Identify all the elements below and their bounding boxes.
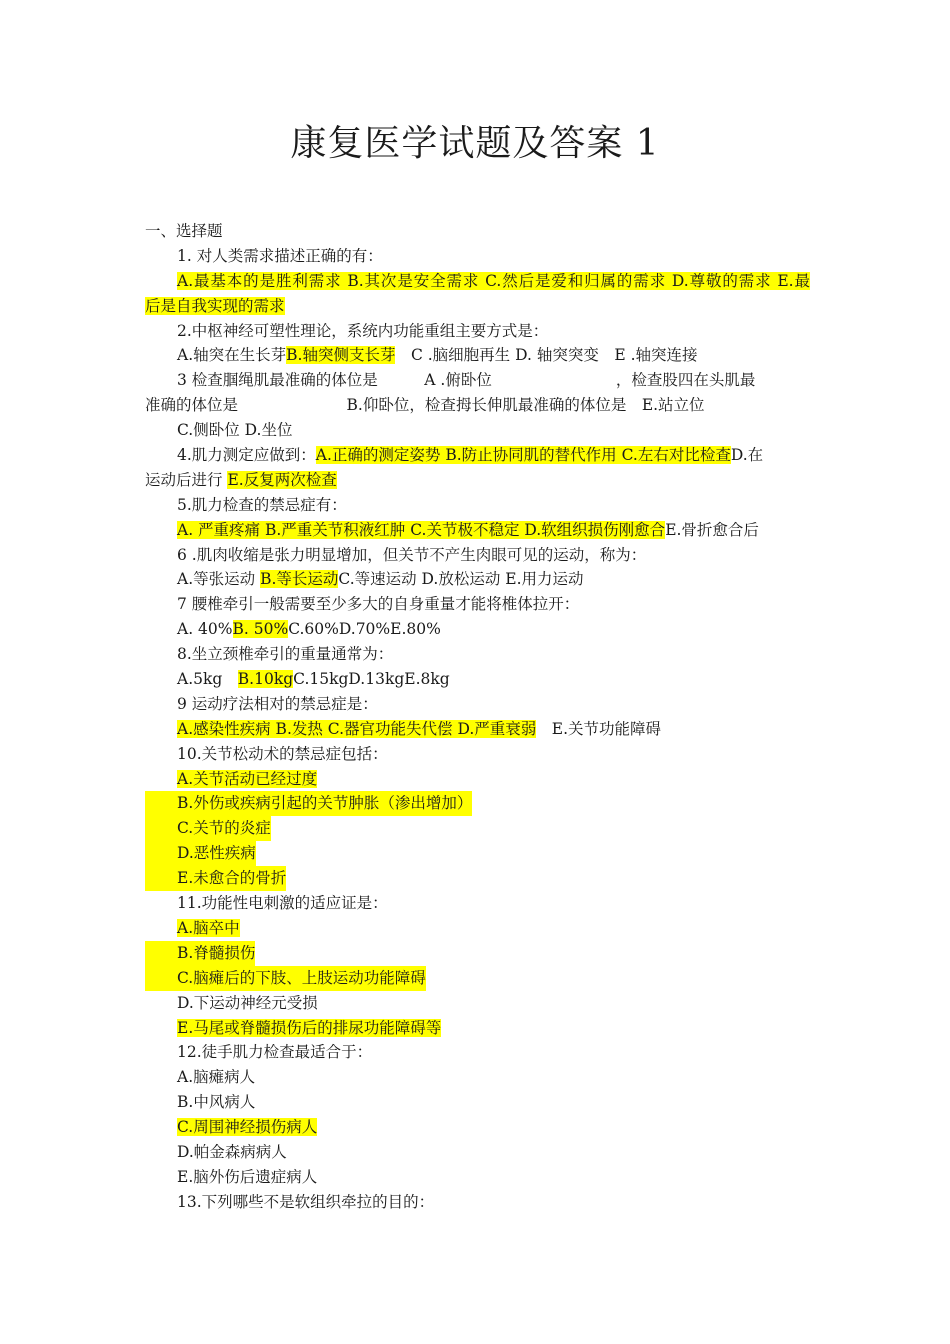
question-10-option-a: A.关节活动已经过度 (177, 769, 318, 788)
question-12-option-b: B.中风病人 (177, 1093, 256, 1112)
question-10-option-d: D.恶性疾病 (145, 841, 810, 866)
question-2: 2.中枢神经可塑性理论，系统内功能重组主要方式是： (177, 321, 549, 340)
question-12-option-e: E.脑外伤后遗症病人 (177, 1167, 318, 1186)
question-11-option-e: E.马尾或脊髓损伤后的排尿功能障碍等 (177, 1018, 442, 1037)
question-11-option-d: D.下运动神经元受损 (177, 993, 318, 1012)
question-11-option-a: A.脑卒中 (177, 918, 240, 937)
question-9: 9 运动疗法相对的禁忌症是： (177, 694, 378, 713)
question-12: 12.徒手肌力检查最适合于： (177, 1043, 373, 1062)
question-12-option-c: C.周围神经损伤病人 (177, 1118, 318, 1137)
question-4-cont: 运动后进行 E.反复两次检查 (145, 470, 337, 489)
section-heading: 一、选择题 (145, 222, 223, 240)
question-12-option-a: A.脑瘫病人 (177, 1068, 256, 1087)
question-10: 10.关节松动术的禁忌症包括： (177, 744, 388, 763)
question-6-options: A.等张运动 B.等长运动C.等速运动 D.放松运动 E.用力运动 (177, 570, 584, 589)
question-11-option-b: B.脊髓损伤 (145, 941, 810, 966)
question-8-options: A.5kg B.10kgC.15kgD.13kgE.8kg (177, 670, 450, 689)
question-4: 4.肌力测定应做到：A.正确的测定姿势 B.防止协同肌的替代作用 C.左右对比检查D.在 (177, 446, 764, 465)
document-body (145, 219, 810, 1215)
question-13: 13.下列哪些不是软组织牵拉的目的： (177, 1192, 435, 1211)
question-10-option-e: E.未愈合的骨折 (145, 866, 810, 891)
question-10-option-c: C.关节的炎症 (145, 816, 810, 841)
question-1-answer: A.最基本的是胜利需求 B.其次是安全需求 C.然后是爱和归属的需求 D.尊敬的需求 E.最 (177, 271, 810, 290)
question-11: 11.功能性电刺激的适应证是： (177, 894, 388, 913)
question-1: 1. 对人类需求描述正确的有： (177, 246, 383, 265)
question-6: 6 .肌肉收缩是张力明显增加，但关节不产生肉眼可见的运动，称为： (177, 545, 647, 564)
question-12-option-d: D.帕金森病病人 (177, 1142, 287, 1161)
question-10-option-b: B.外伤或疾病引起的关节肿胀（渗出增加） (145, 791, 810, 816)
question-9-options: A.感染性疾病 B.发热 C.器官功能失代偿 D.严重衰弱 E.关节功能障碍 (177, 719, 662, 738)
question-5-options: A. 严重疼痛 B.严重关节积液红肿 C.关节极不稳定 D.软组织损伤刚愈合E.骨折愈合后 (177, 520, 759, 539)
question-2-options: A.轴突在生长芽B.轴突侧支长芽 C .脑细胞再生 D. 轴突突变 E .轴突连接 (177, 346, 698, 365)
question-7: 7 腰椎牵引一般需要至少多大的自身重量才能将椎体拉开： (177, 595, 580, 614)
question-1-answer-cont: 后是自我实现的需求 (145, 296, 285, 315)
question-7-options: A. 40%B. 50%C.60%D.70%E.80% (177, 620, 441, 639)
question-11-option-c: C.脑瘫后的下肢、上肢运动功能障碍 (145, 966, 810, 991)
question-3: 3 检查腘绳肌最准确的体位是 A .俯卧位 ，检查股四在头肌最 (177, 371, 756, 390)
question-8: 8.坐立颈椎牵引的重量通常为： (177, 645, 394, 664)
document-title: 康复医学试题及答案 1 (290, 123, 660, 164)
question-5: 5.肌力检查的禁忌症有： (177, 495, 347, 514)
question-3-cont: 准确的体位是 B.仰卧位，检查拇长伸肌最准确的体位是 E.站立位 (145, 396, 705, 415)
question-3-options: C.侧卧位 D.坐位 (177, 421, 293, 440)
